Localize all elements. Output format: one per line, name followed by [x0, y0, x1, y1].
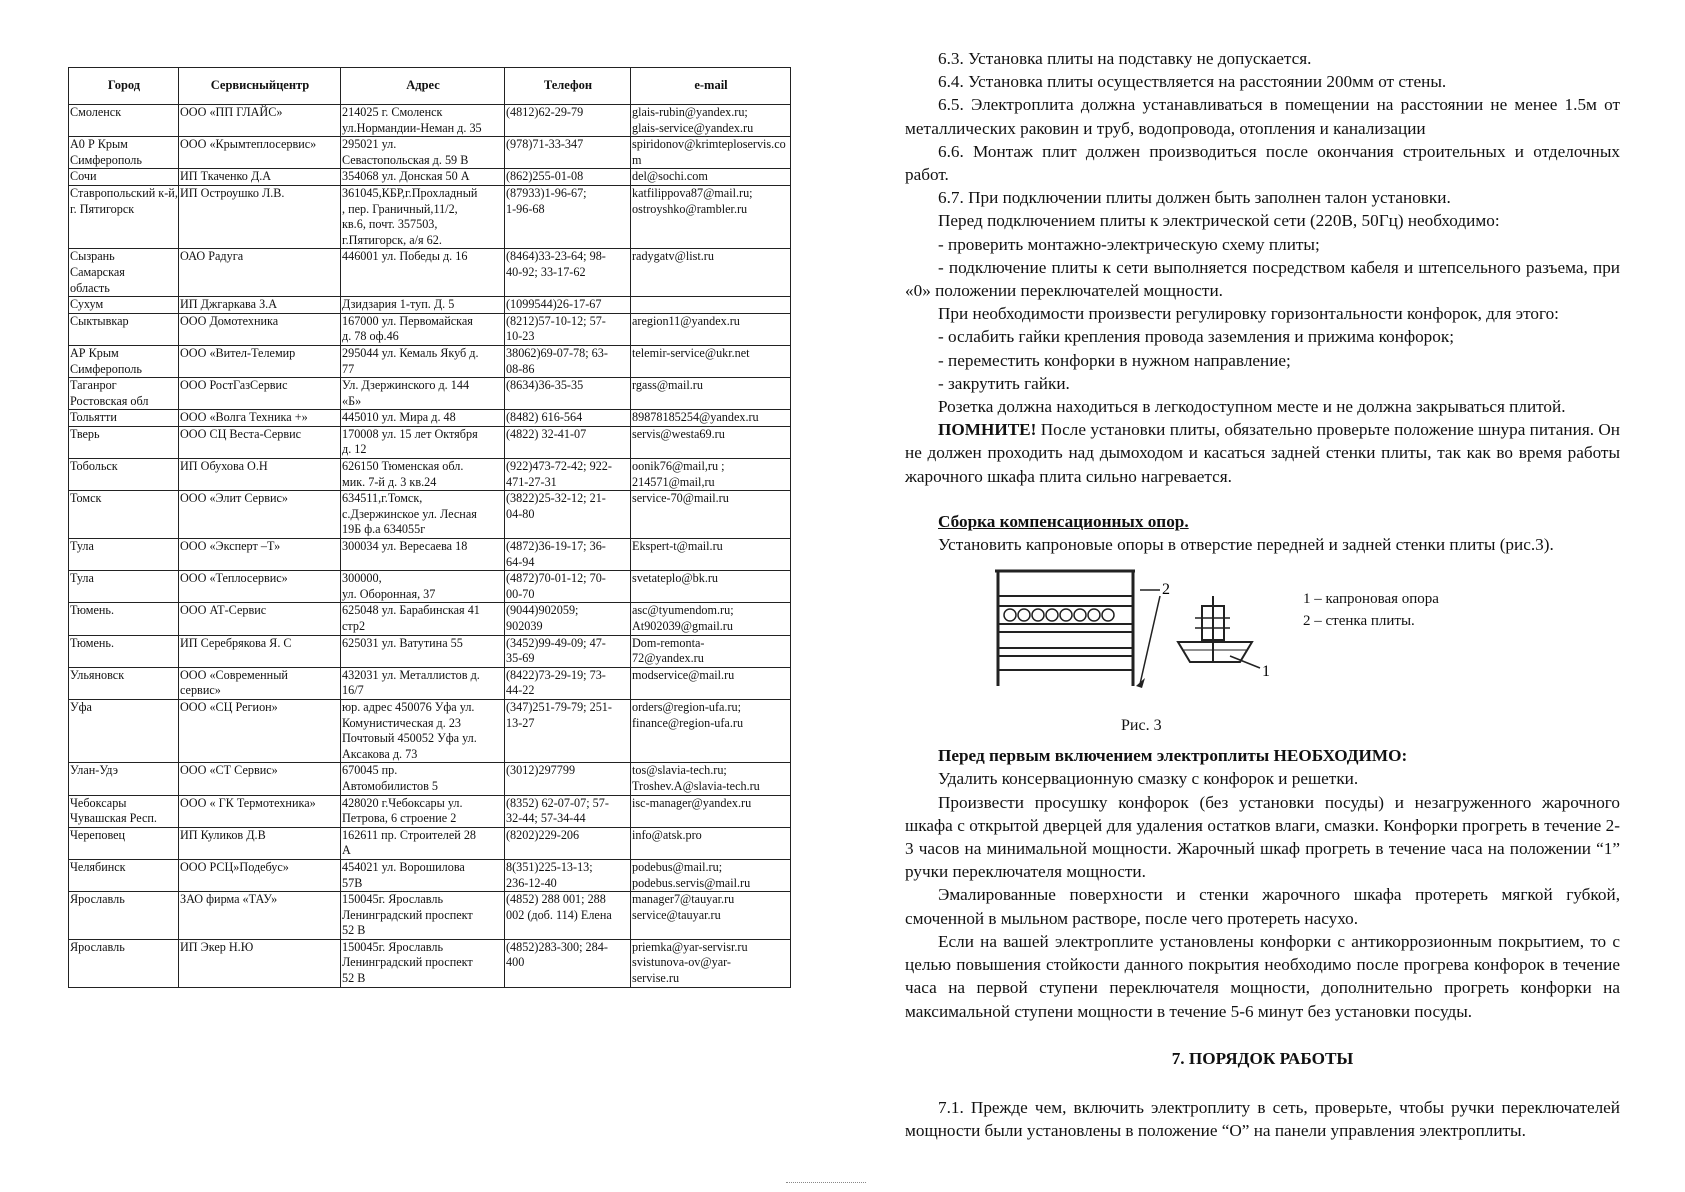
email-cell: modservice@mail.ru	[631, 667, 791, 699]
address-cell: 670045 пр. Автомобилистов 5	[341, 763, 505, 795]
phone-cell: (87933)1-96-67; 1-96-68	[505, 185, 631, 248]
service-center-cell: ООО «Эксперт –Т»	[179, 539, 341, 571]
address-cell: Дзидзария 1-туп. Д. 5	[341, 297, 505, 314]
phone-cell: (8352) 62-07-07; 57- 32-44; 57-34-44	[505, 795, 631, 827]
para-connection-intro: Перед подключением плиты к электрической сети (220В, 50Гц) необходимо:	[938, 211, 1500, 231]
city-cell: Сухум	[69, 297, 179, 314]
city-cell: Тюмень.	[69, 603, 179, 635]
email-cell: podebus@mail.ru; podebus.servis@mail.ru	[631, 859, 791, 891]
table-row	[69, 378, 791, 410]
service-center-cell: ООО «Вител-Телемир	[179, 345, 341, 377]
address-cell: 150045г. Ярославль Ленинградский проспект 52 В	[341, 939, 505, 987]
phone-cell: (4812)62-29-79	[505, 105, 631, 137]
table-row	[69, 297, 791, 314]
city-cell: Сочи	[69, 169, 179, 186]
section-7-title: 7. ПОРЯДОК РАБОТЫ	[1171, 1048, 1354, 1068]
phone-cell: (862)255-01-08	[505, 169, 631, 186]
phone-cell: (4852)283-300; 284- 400	[505, 939, 631, 987]
para-6-4: 6.4. Установка плиты осуществляется на расстоянии 200мм от стены.	[938, 72, 1447, 92]
service-center-cell: ООО СЦ Веста-Сервис	[179, 426, 341, 458]
service-center-cell: ООО РСЦ»Подебус»	[179, 859, 341, 891]
address-cell: 170008 ул. 15 лет Октября д. 12	[341, 426, 505, 458]
phone-cell: (8464)33-23-64; 98- 40-92; 33-17-62	[505, 249, 631, 297]
service-center-cell: ООО Домотехника	[179, 313, 341, 345]
city-cell: Тюмень.	[69, 635, 179, 667]
phone-cell: (347)251-79-79; 251- 13-27	[505, 699, 631, 762]
email-cell: aregion11@yandex.ru	[631, 313, 791, 345]
service-center-cell: ООО «Волга Техника +»	[179, 410, 341, 427]
service-centers-page	[68, 67, 790, 988]
city-cell: Ульяновск	[69, 667, 179, 699]
phone-cell: (3012)297799	[505, 763, 631, 795]
city-cell: Череповец	[69, 827, 179, 859]
table-row	[69, 699, 791, 762]
page-bottom-mark	[786, 1182, 866, 1185]
email-cell: spiridonov@krimteploservis.com	[631, 137, 791, 169]
phone-cell: (4872)70-01-12; 70- 00-70	[505, 571, 631, 603]
figure-3	[905, 566, 1620, 744]
email-cell: svetateplo@bk.ru	[631, 571, 791, 603]
table-row	[69, 491, 791, 539]
service-center-cell: ИП Остроушко Л.В.	[179, 185, 341, 248]
service-center-cell: ООО «Крымтеплосервис»	[179, 137, 341, 169]
service-center-cell: ООО РостГазСервис	[179, 378, 341, 410]
service-center-cell: ИП Куликов Д.В	[179, 827, 341, 859]
fig-label-2: 2	[1162, 581, 1170, 599]
phone-cell: 38062)69-07-78; 63- 08-86	[505, 345, 631, 377]
phone-cell: (1099544)26-17-67	[505, 297, 631, 314]
table-row	[69, 345, 791, 377]
address-cell: 295044 ул. Кемаль Якуб д. 77	[341, 345, 505, 377]
city-cell: Томск	[69, 491, 179, 539]
address-cell: 625048 ул. Барабинская 41 стр2	[341, 603, 505, 635]
city-cell: Тверь	[69, 426, 179, 458]
service-center-cell: ИП Экер Н.Ю	[179, 939, 341, 987]
phone-cell: (3822)25-32-12; 21- 04-80	[505, 491, 631, 539]
first-on-para-3: Эмалированные поверхности и стенки жарочного шкафа протереть мягкой губкой, смоченной в мыльном растворе, после чего протереть насухо.	[905, 885, 1620, 928]
phone-cell: (9044)902059; 902039	[505, 603, 631, 635]
city-cell: Чебоксары Чувашская Респ.	[69, 795, 179, 827]
instructions-page	[905, 47, 1620, 1142]
email-cell: telemir-service@ukr.net	[631, 345, 791, 377]
city-cell: Ярославль	[69, 939, 179, 987]
city-cell: Тула	[69, 571, 179, 603]
city-cell: Сызрань Самарская область	[69, 249, 179, 297]
email-cell: manager7@tauyar.ru service@tauyar.ru	[631, 892, 791, 940]
city-cell: Смоленск	[69, 105, 179, 137]
support-diagram	[990, 566, 1290, 711]
phone-cell: (978)71-33-347	[505, 137, 631, 169]
city-cell: Челябинск	[69, 859, 179, 891]
service-center-cell: ООО АТ-Сервис	[179, 603, 341, 635]
assembly-text: Установить капроновые опоры в отверстие передней и задней стенки плиты (рис.3).	[938, 535, 1554, 555]
city-cell: Тобольск	[69, 459, 179, 491]
address-cell: 295021 ул. Севастопольская д. 59 В	[341, 137, 505, 169]
table-row	[69, 827, 791, 859]
email-cell	[631, 297, 791, 314]
table-row	[69, 185, 791, 248]
service-center-cell: ООО «Современный сервис»	[179, 667, 341, 699]
email-cell: priemka@yar-servisr.ru svistunova-ov@yar- servise.ru	[631, 939, 791, 987]
service-center-cell: ИП Ткаченко Д.А	[179, 169, 341, 186]
service-center-cell: ООО «Элит Сервис»	[179, 491, 341, 539]
email-cell: Dom-remonta- 72@yandex.ru	[631, 635, 791, 667]
address-cell: 634511,г.Томск, с.Дзержинское ул. Лесная 19Б ф.а 634055г	[341, 491, 505, 539]
address-cell: 150045г. Ярославль Ленинградский проспект 52 В	[341, 892, 505, 940]
para-6-3: 6.3. Установка плиты на подставку не допускается.	[938, 49, 1312, 68]
first-on-para-2: Произвести просушку конфорок (без установки посуды) и незагруженного жарочного шкафа с открытой дверцей для удаления остатков влаги, смазки. Конфорки прогреть в течение 2-3 часов на минимальной мощности. Жарочный шкаф прогреть в течение часа на положении “1” ручки переключателя мощности.	[905, 792, 1620, 882]
phone-cell: (4852) 288 001; 288 002 (доб. 114) Елена	[505, 892, 631, 940]
first-on-title	[905, 744, 1620, 767]
remember-text: После установки плиты, обязательно проверьте положение шнура питания. Он не должен проходить над дымоходом и касаться задней стенки плиты, так как во время работы жарочного шкафа плита сильно нагревается.	[905, 420, 1620, 486]
phone-cell: (8212)57-10-12; 57- 10-23	[505, 313, 631, 345]
service-centers-table	[68, 67, 791, 988]
email-cell: rgass@mail.ru	[631, 378, 791, 410]
city-cell: А0 Р Крым Симферополь	[69, 137, 179, 169]
table-row	[69, 571, 791, 603]
table-header-row	[69, 68, 791, 105]
para-tighten-nuts: - закрутить гайки.	[938, 373, 1070, 393]
header-email: e-mail	[631, 68, 791, 105]
city-cell: Ярославль	[69, 892, 179, 940]
phone-cell: (8202)229-206	[505, 827, 631, 859]
phone-cell: (4822) 32-41-07	[505, 426, 631, 458]
service-center-cell: ОАО Радуга	[179, 249, 341, 297]
table-row	[69, 603, 791, 635]
city-cell: Тольятти	[69, 410, 179, 427]
email-cell: glais-rubin@yandex.ru; glais-service@yandex.ru	[631, 105, 791, 137]
address-cell: юр. адрес 450076 Уфа ул. Комунистическая д. 23 Почтовый 450052 Уфа ул. Аксакова д. 73	[341, 699, 505, 762]
service-center-cell: ИП Серебрякова Я. С	[179, 635, 341, 667]
city-cell: Сыктывкар	[69, 313, 179, 345]
table-row	[69, 410, 791, 427]
legend-item-2: 2 – стенка плиты.	[1303, 613, 1415, 630]
header-phone: Телефон	[505, 68, 631, 105]
address-cell: 626150 Тюменская обл. мик. 7-й д. 3 кв.24	[341, 459, 505, 491]
email-cell: 89878185254@yandex.ru	[631, 410, 791, 427]
para-loosen-nuts: - ослабить гайки крепления провода заземления и прижима конфорок;	[938, 327, 1454, 347]
header-service-center: Сервисныйцентр	[179, 68, 341, 105]
phone-cell: 8(351)225-13-13; 236-12-40	[505, 859, 631, 891]
address-cell: 300034 ул. Вересаева 18	[341, 539, 505, 571]
email-cell: tos@slavia-tech.ru; Troshev.A@slavia-tech.ru	[631, 763, 791, 795]
email-cell: asc@tyumendom.ru; At902039@gmail.ru	[631, 603, 791, 635]
table-row	[69, 137, 791, 169]
figure-caption: Рис. 3	[1121, 717, 1162, 735]
email-cell: radygatv@list.ru	[631, 249, 791, 297]
first-on-para-1: Удалить консервационную смазку с конфорок и решетки.	[938, 769, 1359, 789]
table-row	[69, 892, 791, 940]
table-body	[69, 105, 791, 988]
address-cell: 428020 г.Чебоксары ул. Петрова, 6 строение 2	[341, 795, 505, 827]
address-cell: 454021 ул. Ворошилова 57В	[341, 859, 505, 891]
city-cell: Уфа	[69, 699, 179, 762]
address-cell: 361045,КБР,г.Прохладный , пер. Граничный,11/2, кв.6, почт. 357503, г.Пятигорск, а/я 62.	[341, 185, 505, 248]
table-row	[69, 635, 791, 667]
address-cell: 300000, ул. Оборонная, 37	[341, 571, 505, 603]
service-center-cell: ООО «ПП ГЛАЙС»	[179, 105, 341, 137]
assembly-title	[905, 510, 1620, 533]
phone-cell: (8634)36-35-35	[505, 378, 631, 410]
service-center-cell: ЗАО фирма «ТАУ»	[179, 892, 341, 940]
email-cell: Ekspert-t@mail.ru	[631, 539, 791, 571]
phone-cell: (922)473-72-42; 922- 471-27-31	[505, 459, 631, 491]
fig-label-1: 1	[1262, 663, 1270, 681]
address-cell: Ул. Дзержинского д. 144 «Б»	[341, 378, 505, 410]
address-cell: 214025 г. Смоленск ул.Нормандии-Неман д. 35	[341, 105, 505, 137]
para-move-burners: - переместить конфорки в нужном направление;	[938, 350, 1291, 370]
table-row	[69, 539, 791, 571]
header-city: Город	[69, 68, 179, 105]
phone-cell: (8422)73-29-19; 73- 44-22	[505, 667, 631, 699]
service-center-cell: ООО « ГК Термотехника»	[179, 795, 341, 827]
para-6-6: 6.6. Монтаж плит должен производиться после окончания строительных и отделочных работ.	[905, 141, 1620, 185]
service-center-cell: ИП Обухова О.Н	[179, 459, 341, 491]
para-check-scheme: - проверить монтажно-электрическую схему плиты;	[938, 234, 1320, 254]
phone-cell: (4872)36-19-17; 36- 64-94	[505, 539, 631, 571]
first-on-title-text: Перед первым включением электроплиты НЕОБХОДИМО:	[938, 746, 1408, 766]
city-cell: АР Крым Симферополь	[69, 345, 179, 377]
table-row	[69, 763, 791, 795]
service-center-cell: ООО «СЦ Регион»	[179, 699, 341, 762]
address-cell: 354068 ул. Донская 50 А	[341, 169, 505, 186]
phone-cell: (8482) 616-564	[505, 410, 631, 427]
para-remember	[905, 418, 1620, 488]
email-cell: servis@westa69.ru	[631, 426, 791, 458]
table-row	[69, 169, 791, 186]
phone-cell: (3452)99-49-09; 47- 35-69	[505, 635, 631, 667]
table-row	[69, 667, 791, 699]
table-row	[69, 313, 791, 345]
table-row	[69, 249, 791, 297]
legend-item-1: 1 – капроновая опора	[1303, 591, 1439, 608]
table-row	[69, 795, 791, 827]
address-cell: 445010 ул. Мира д. 48	[341, 410, 505, 427]
city-cell: Улан-Удэ	[69, 763, 179, 795]
table-row	[69, 939, 791, 987]
figure-legend	[1303, 588, 1439, 632]
para-6-7: 6.7. При подключении плиты должен быть заполнен талон установки.	[938, 188, 1451, 208]
table-row	[69, 459, 791, 491]
email-cell: orders@region-ufa.ru; finance@region-ufa.ru	[631, 699, 791, 762]
email-cell: isc-manager@yandex.ru	[631, 795, 791, 827]
remember-label: ПОМНИТЕ!	[938, 420, 1037, 440]
table-row	[69, 105, 791, 137]
first-on-para-4: Если на вашей электроплите установлены конфорки с антикоррозионным покрытием, то с целью повышения стойкости данного покрытия необходимо после прогрева конфорок в течение часа на первой ступени переключателя мощности, дополнительно прогреть конфорки на максимальной ступени мощности в течение 5-6 минут без установки посуды.	[905, 931, 1620, 1021]
address-cell: 432031 ул. Металлистов д. 16/7	[341, 667, 505, 699]
email-cell: info@atsk.pro	[631, 827, 791, 859]
table-row	[69, 426, 791, 458]
para-leveling-intro: При необходимости произвести регулировку горизонтальности конфорок, для этого:	[938, 304, 1559, 324]
email-cell: del@sochi.com	[631, 169, 791, 186]
para-7-1: 7.1. Прежде чем, включить электроплиту в сеть, проверьте, чтобы ручки переключателей мощности были установлены в положение “О” на панели управления электроплиты.	[905, 1097, 1620, 1141]
city-cell: Тула	[69, 539, 179, 571]
para-6-5: 6.5. Электроплита должна устанавливаться в помещении на расстоянии не менее 1.5м от металлических раковин и труб, водопровода, отопления и канализации	[905, 95, 1620, 138]
header-address: Адрес	[341, 68, 505, 105]
para-cable-connection: - подключение плиты к сети выполняется посредством кабеля и штепсельного разъема, при «0» положении переключателей мощности.	[905, 257, 1620, 301]
city-cell: Ставропольский к-й, г. Пятигорск	[69, 185, 179, 248]
service-center-cell: ООО «Теплосервис»	[179, 571, 341, 603]
email-cell: service-70@mail.ru	[631, 491, 791, 539]
service-center-cell: ООО «СТ Сервис»	[179, 763, 341, 795]
table-row	[69, 859, 791, 891]
address-cell: 446001 ул. Победы д. 16	[341, 249, 505, 297]
para-socket: Розетка должна находиться в легкодоступном месте и не должна закрываться плитой.	[938, 397, 1566, 417]
service-center-cell: ИП Джгаркава З.А	[179, 297, 341, 314]
address-cell: 167000 ул. Первомайская д. 78 оф.46	[341, 313, 505, 345]
email-cell: katfilippova87@mail.ru; ostroyshko@rambler.ru	[631, 185, 791, 248]
address-cell: 625031 ул. Ватутина 55	[341, 635, 505, 667]
city-cell: Таганрог Ростовская обл	[69, 378, 179, 410]
address-cell: 162611 пр. Строителей 28 А	[341, 827, 505, 859]
assembly-title-text: Сборка компенсационных опор.	[938, 511, 1189, 531]
email-cell: oonik76@mail,ru ; 214571@mail,ru	[631, 459, 791, 491]
